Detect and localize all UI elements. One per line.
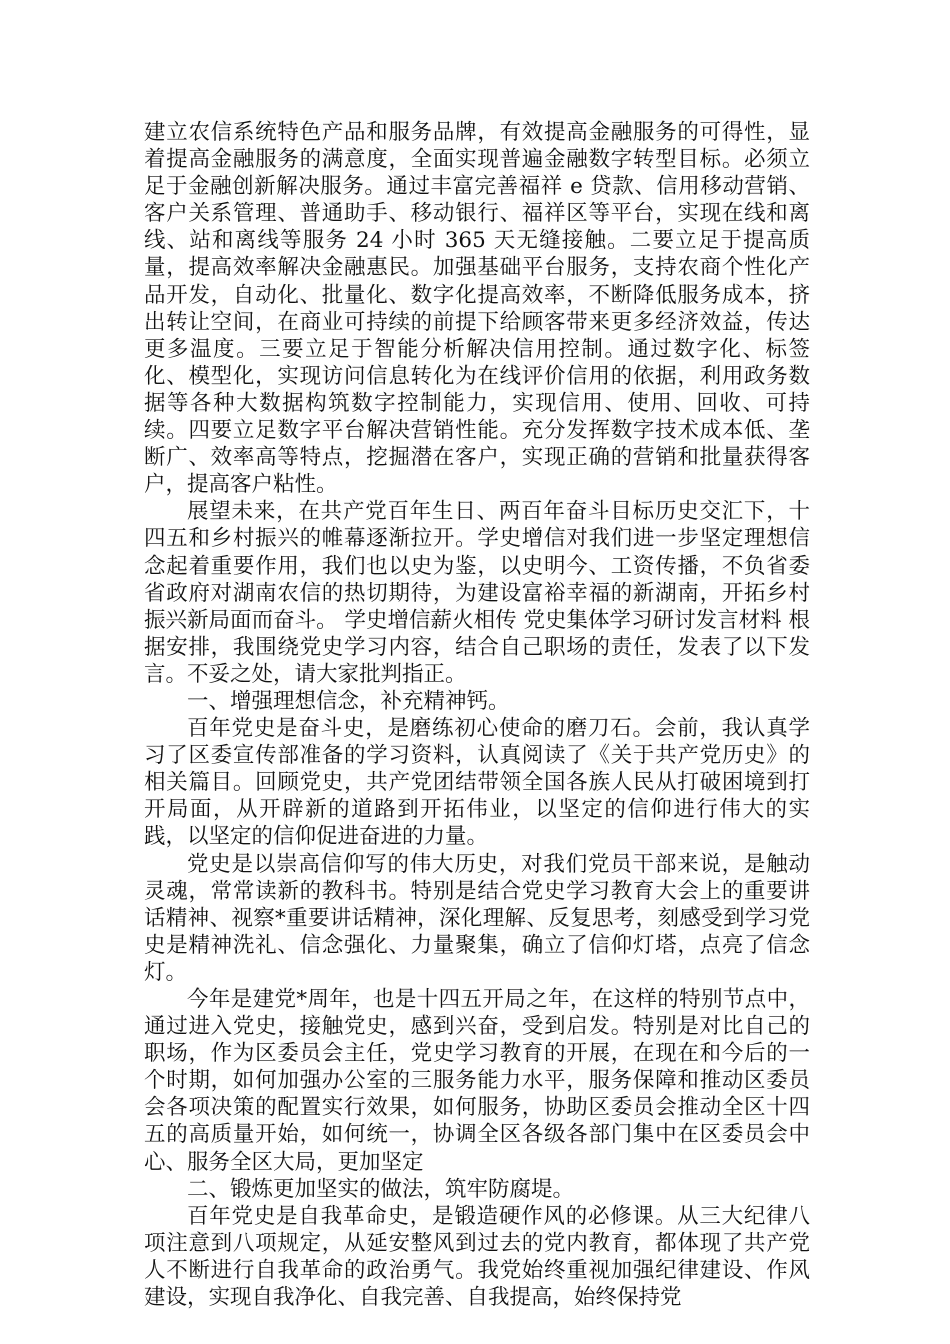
section-heading-2: 二、锻炼更加坚实的做法，筑牢防腐堤。 [187, 1176, 575, 1202]
section-heading-1: 一、增强理想信念，补充精神钙。 [187, 688, 510, 714]
paragraph-party-history-struggle: 百年党史是奋斗史，是磨练初心使命的磨刀石。会前，我认真学习了区委宣传部准备的学习资料，认真阅读了《关于共产党历史》的相关篇目。回顾党史，共产党团结带领全国各族人民从打破困境到打开局面，从开辟新的道路到开拓伟业，以坚定的信仰进行伟大的实践，以坚定的信仰促进奋进的力量。 [144, 716, 810, 850]
document-page [144, 119, 810, 1311]
paragraph-anniversary: 今年是建党*周年，也是十四五开局之年，在这样的特别节点中，通过进入党史，接触党史，感到兴奋，受到启发。特别是对比自己的职场，作为区委员会主任，党史学习教育的开展，在现在和今后的一个时期，如何加强办公室的三服务能力水平，服务保障和推动区委员会各项决策的配置实行效果，如何服务，协助区委员会推动全区十四五的高质量开始，如何统一，协调全区各级各部门集中在区委员会中心、服务全区大局，更加坚定 [144, 987, 810, 1175]
paragraph-self-revolution: 百年党史是自我革命史，是锻造硬作风的必修课。从三大纪律八项注意到八项规定，从延安整风到过去的党内教育，都体现了共产党人不断进行自我革命的政治勇气。我党始终重视加强纪律建设、作风建设，实现自我净化、自我完善、自我提高，始终保持党 [144, 1203, 810, 1311]
paragraph-party-history-faith: 党史是以崇高信仰写的伟大历史，对我们党员干部来说，是触动灵魂，常常读新的教科书。特别是结合党史学习教育大会上的重要讲话精神、视察*重要讲话精神，深化理解、反复思考，刻感受到学习党史是精神洗礼、信念强化、力量聚集，确立了信仰灯塔，点亮了信念灯。 [144, 851, 810, 985]
paragraph-outlook: 展望未来，在共产党百年生日、两百年奋斗目标历史交汇下，十四五和乡村振兴的帷幕逐渐拉开。学史增信对我们进一步坚定理想信念起着重要作用，我们也以史为鉴，以史明今、工资传播，不负省委省政府对湖南农信的热切期待，为建设富裕幸福的新湖南，开拓乡村振兴新局面而奋斗。 学史增信薪火相传 党史集体学习研讨发言材料 根据安排，我围绕党史学习内容，结合自己职场的责任，发表了以下发言。不妥之处，请大家批判指正。 [144, 499, 810, 687]
paragraph-digital-finance: 建立农信系统特色产品和服务品牌，有效提高金融服务的可得性，显着提高金融服务的满意度，全面实现普遍金融数字转型目标。必须立足于金融创新解决服务。通过丰富完善福祥 e 贷款、信用移动营销、客户关系管理、普通助手、移动银行、福祥区等平台，实现在线和离线、站和离线等服务 24 小时 365 天无缝接触。二要立足于提高质量，提高效率解决金融惠民。加强基础平台服务，支持农商个性化产品开发，自动化、批量化、数字化提高效率，不断降低服务成本，挤出转让空间，在商业可持续的前提下给顾客带来更多经济效益，传达更多温度。三要立足于智能分析解决信用控制。通过数字化、标签化、模型化，实现访问信息转化为在线评价信用的依据，利用政务数据等各种大数据构筑数字控制能力，实现信用、使用、回收、可持续。四要立足数字平台解决营销性能。充分发挥数字技术成本低、垄断广、效率高等特点，挖掘潜在客户，实现正确的营销和批量获得客户，提高客户粘性。 [144, 120, 810, 498]
